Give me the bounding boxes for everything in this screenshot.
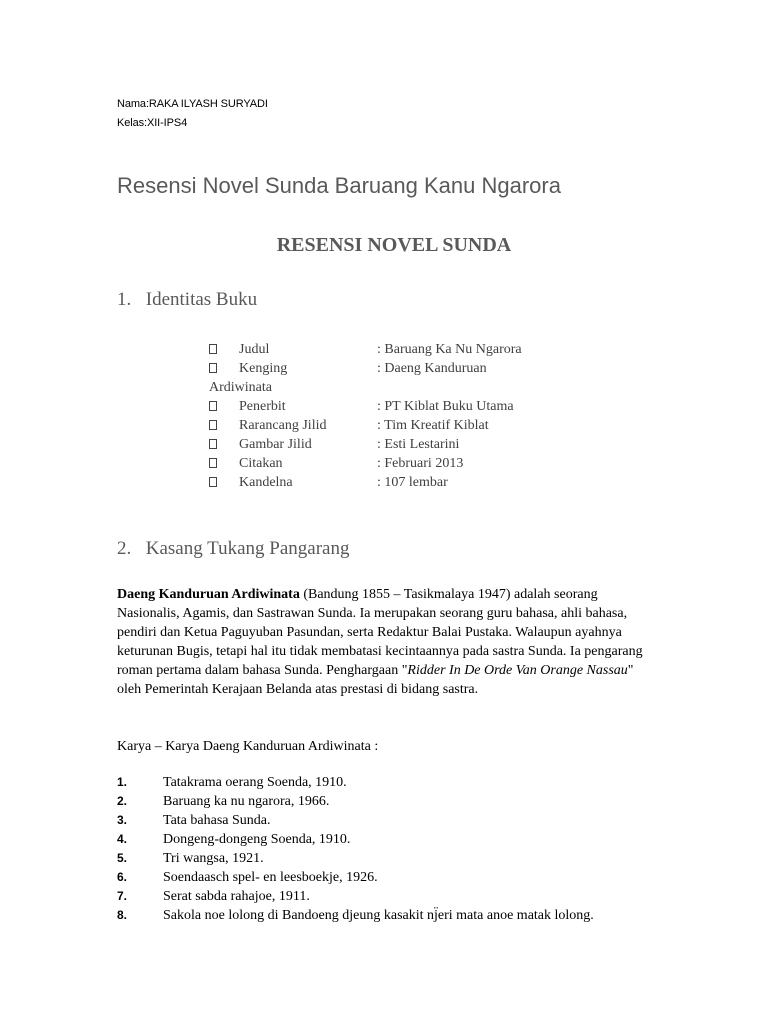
bullet-box-icon <box>209 344 217 354</box>
identity-label: Gambar Jilid <box>239 437 312 452</box>
identity-value: : Daeng Kanduruan <box>377 361 487 376</box>
award-name: Ridder In De Orde Van Orange Nassau <box>407 663 628 678</box>
section-title: Kasang Tukang Pangarang <box>145 538 350 559</box>
paragraph-text: (Bandung 1855 – Tasikmalaya 1947) adalah seorang Nasionalis, Agamis, dan Sastrawan Sunda. Ia merupakan seorang guru bahasa, ahli bahasa, pendiri dan Ketua Paguyuban Pasundan, serta Redaktur Balai Pustaka. Walaupun ayahnya keturunan Bugis, tetapi hal itu tidak membatasi kecintaannya pada sastra Sunda. Ia pengarang roman pertama dalam bahasa Sunda. Penghargaan " <box>117 587 643 678</box>
section-number: 2. <box>117 538 132 559</box>
bullet-box-icon <box>209 439 217 449</box>
bullet-box-icon <box>209 458 217 468</box>
identity-value: : Esti Lestarini <box>377 437 460 452</box>
main-heading: RESENSI NOVEL SUNDA <box>276 234 512 256</box>
section-title: Identitas Buku <box>145 289 258 310</box>
section-identitas-buku-heading <box>117 289 257 311</box>
works-intro: Karya – Karya Daeng Kanduruan Ardiwinata : <box>117 739 379 754</box>
identity-value: : Tim Kreatif Kiblat <box>377 418 489 433</box>
work-title: Tri wangsa, 1921. <box>163 851 264 866</box>
section-kasang-tukang-heading <box>117 538 349 560</box>
identity-label: Rarancang Jilid <box>239 418 327 433</box>
identity-value: : Februari 2013 <box>377 456 464 471</box>
identity-value: : PT Kiblat Buku Utama <box>377 399 514 414</box>
section-number: 1. <box>117 289 132 310</box>
identity-label: Penerbit <box>239 399 286 414</box>
work-number: 7. <box>117 889 128 903</box>
author-biography-paragraph <box>117 585 657 699</box>
identity-label: Kenging <box>239 361 288 376</box>
author-name: Daeng Kanduruan Ardiwinata <box>117 587 300 602</box>
work-number: 4. <box>117 832 128 846</box>
work-number: 1. <box>117 775 128 789</box>
identity-label: Citakan <box>239 456 283 471</box>
student-name-line: Nama:RAKA ILYASH SURYADI <box>117 98 268 110</box>
bullet-box-icon <box>209 477 217 487</box>
document-title: Resensi Novel Sunda Baruang Kanu Ngarora <box>117 173 561 198</box>
identity-value: : 107 lembar <box>377 475 448 490</box>
work-number: 8. <box>117 908 128 922</box>
identity-label: Judul <box>239 342 270 357</box>
bullet-box-icon <box>209 363 217 373</box>
paragraph-text: " oleh Pemerintah Kerajaan Belanda atas prestasi di bidang sastra. <box>117 663 634 697</box>
work-title: Soendaasch spel- en leesboekje, 1926. <box>163 870 378 885</box>
work-title: Tatakrama oerang Soenda, 1910. <box>163 775 347 790</box>
work-title: Dongeng-dongeng Soenda, 1910. <box>163 832 351 847</box>
work-number: 6. <box>117 870 128 884</box>
work-title: Sakola noe lolong di Bandoeng djeung kasakit nj̈eri mata anoe matak lolong. <box>163 908 594 923</box>
bullet-box-icon <box>209 420 217 430</box>
work-title: Serat sabda rahajoe, 1911. <box>163 889 310 904</box>
work-number: 3. <box>117 813 128 827</box>
identity-label: Ardiwinata <box>209 380 272 395</box>
identity-value: : Baruang Ka Nu Ngarora <box>377 342 522 357</box>
work-number: 2. <box>117 794 128 808</box>
student-class-line: Kelas:XII-IPS4 <box>117 117 188 129</box>
work-number: 5. <box>117 851 128 865</box>
bullet-box-icon <box>209 401 217 411</box>
identity-label: Kandelna <box>239 475 293 490</box>
work-title: Baruang ka nu ngarora, 1966. <box>163 794 330 809</box>
work-title: Tata bahasa Sunda. <box>163 813 271 828</box>
